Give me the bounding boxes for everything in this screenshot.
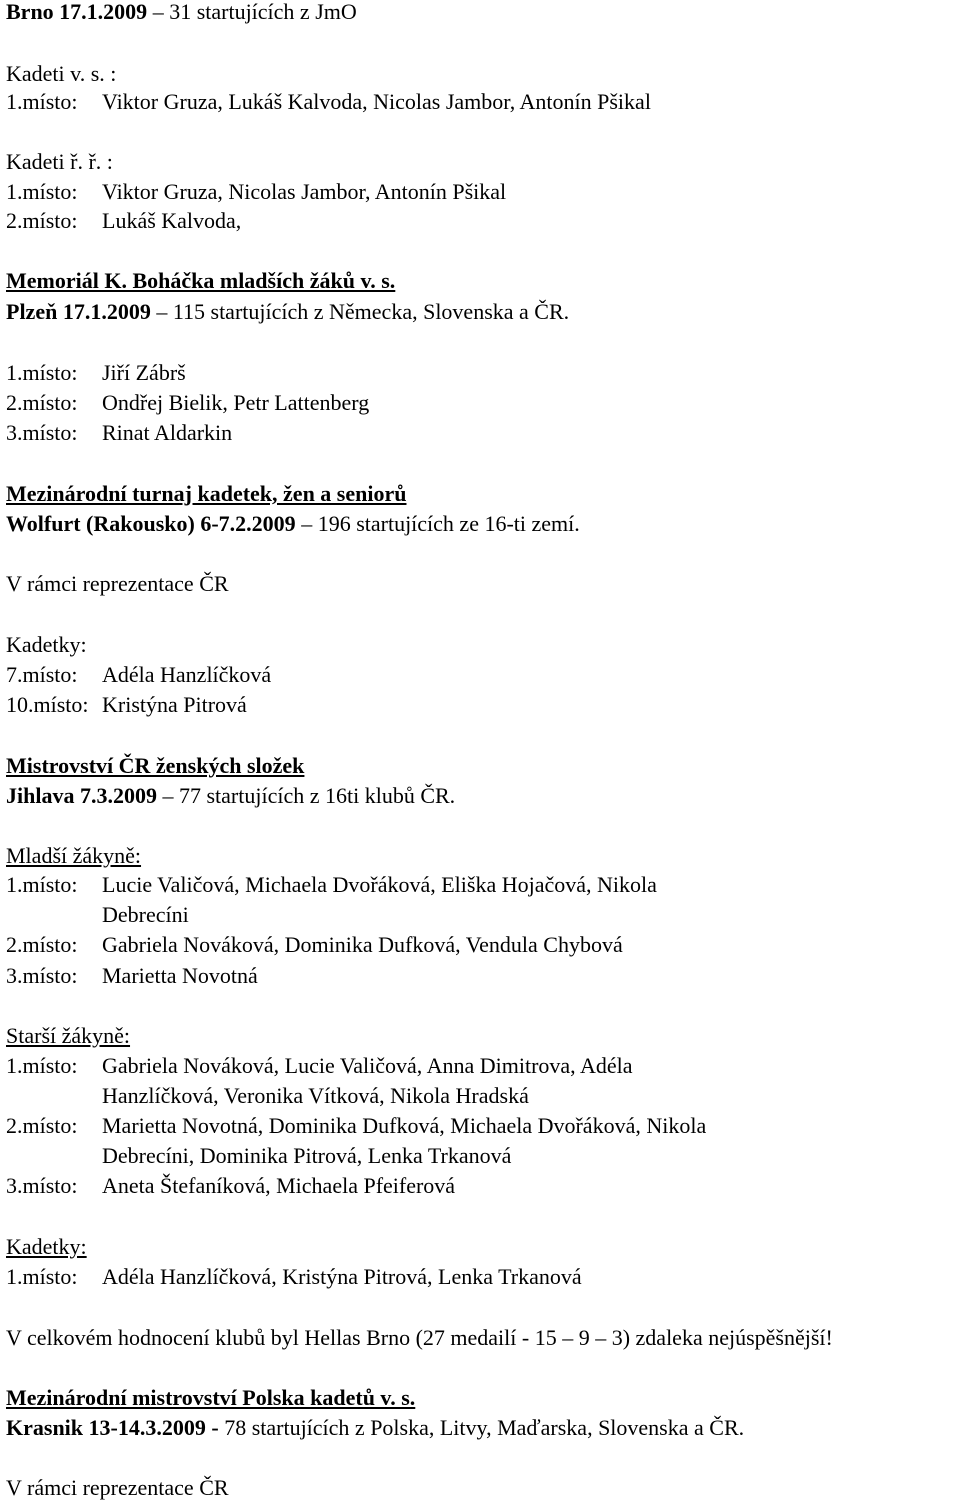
result-row bbox=[6, 1111, 706, 1141]
heading-bold: Brno 17.1.2009 bbox=[6, 0, 148, 24]
subtitle-rest: – 196 startujících ze 16-ti zemí. bbox=[295, 511, 580, 536]
place-label: 10.místo: bbox=[6, 692, 89, 717]
result-row bbox=[6, 87, 651, 117]
result-row bbox=[6, 870, 657, 900]
place-names: Marietta Novotná, Dominika Dufková, Michaela Dvořáková, Nikola bbox=[102, 1113, 707, 1138]
place-names: Gabriela Nováková, Lucie Valičová, Anna Dimitrova, Adéla bbox=[102, 1053, 633, 1078]
place-names: Lukáš Kalvoda, bbox=[102, 208, 242, 233]
result-row bbox=[6, 1051, 632, 1081]
place-names: Marietta Novotná bbox=[102, 963, 258, 988]
subtitle-rest: – 115 startujících z Německa, Slovenska a ČR. bbox=[150, 299, 570, 324]
result-row bbox=[6, 690, 247, 720]
place-names: Kristýna Pitrová bbox=[102, 692, 247, 717]
place-label: 1.místo: bbox=[6, 1053, 78, 1078]
section-note: V rámci reprezentace ČR bbox=[6, 571, 229, 596]
place-label: 3.místo: bbox=[6, 420, 78, 445]
place-names: Viktor Gruza, Lukáš Kalvoda, Nicolas Jambor, Antonín Pšikal bbox=[102, 89, 651, 114]
place-names: Gabriela Nováková, Dominika Dufková, Vendula Chybová bbox=[102, 932, 623, 957]
category-label: Kadeti v. s. : bbox=[6, 61, 117, 86]
section-title: Mezinárodní mistrovství Polska kadetů v. s. bbox=[6, 1385, 416, 1410]
result-row bbox=[6, 1262, 582, 1292]
section-title: Mezinárodní turnaj kadetek, žen a seniorů bbox=[6, 481, 407, 506]
result-row bbox=[6, 206, 241, 236]
place-label: 2.místo: bbox=[6, 932, 78, 957]
place-names-continued: Debrecíni bbox=[102, 902, 189, 927]
section-subtitle bbox=[6, 509, 580, 539]
result-row bbox=[6, 418, 232, 448]
place-names: Viktor Gruza, Nicolas Jambor, Antonín Pšikal bbox=[102, 179, 507, 204]
place-names: Ondřej Bielik, Petr Lattenberg bbox=[102, 390, 370, 415]
subtitle-rest: 78 startujících z Polska, Litvy, Maďarska, Slovenska a ČR. bbox=[218, 1415, 745, 1440]
place-names: Lucie Valičová, Michaela Dvořáková, Eliška Hojačová, Nikola bbox=[102, 872, 657, 897]
place-label: 3.místo: bbox=[6, 963, 78, 988]
section-brno-heading bbox=[6, 0, 357, 27]
result-row bbox=[6, 930, 623, 960]
place-names: Adéla Hanzlíčková, Kristýna Pitrová, Lenka Trkanová bbox=[102, 1264, 582, 1289]
subtitle-rest: – 77 startujících z 16ti klubů ČR. bbox=[156, 783, 456, 808]
place-names: Aneta Štefaníková, Michaela Pfeiferová bbox=[102, 1173, 456, 1198]
category-label: Kadetky: bbox=[6, 1234, 87, 1259]
heading-rest: – 31 startujících z JmO bbox=[147, 0, 357, 24]
result-row bbox=[6, 358, 186, 388]
place-names: Adéla Hanzlíčková bbox=[102, 662, 272, 687]
place-label: 1.místo: bbox=[6, 179, 78, 204]
section-subtitle bbox=[6, 297, 569, 327]
place-label: 2.místo: bbox=[6, 390, 78, 415]
result-row bbox=[6, 1171, 455, 1201]
subtitle-bold: Plzeň 17.1.2009 bbox=[6, 299, 151, 324]
place-label: 2.místo: bbox=[6, 208, 78, 233]
result-row bbox=[6, 961, 258, 991]
subtitle-bold: Wolfurt (Rakousko) 6-7.2.2009 bbox=[6, 511, 296, 536]
section-title: Mistrovství ČR ženských složek bbox=[6, 753, 305, 778]
place-names: Rinat Aldarkin bbox=[102, 420, 233, 445]
place-label: 1.místo: bbox=[6, 872, 78, 897]
place-names-continued: Debrecíni, Dominika Pitrová, Lenka Trkanová bbox=[102, 1143, 512, 1168]
section-subtitle bbox=[6, 1413, 744, 1443]
place-label: 2.místo: bbox=[6, 1113, 78, 1138]
section-subtitle bbox=[6, 781, 455, 811]
place-label: 1.místo: bbox=[6, 360, 78, 385]
section-note: V rámci reprezentace ČR bbox=[6, 1475, 229, 1500]
place-label: 7.místo: bbox=[6, 662, 78, 687]
category-label: Mladší žákyně: bbox=[6, 843, 142, 868]
subtitle-bold: Jihlava 7.3.2009 bbox=[6, 783, 157, 808]
category-label: Kadetky: bbox=[6, 632, 87, 657]
result-row bbox=[6, 177, 506, 207]
place-label: 1.místo: bbox=[6, 89, 78, 114]
result-row bbox=[6, 660, 271, 690]
place-names-continued: Hanzlíčková, Veronika Vítková, Nikola Hradská bbox=[102, 1083, 529, 1108]
category-label: Starší žákyně: bbox=[6, 1023, 131, 1048]
category-label: Kadeti ř. ř. : bbox=[6, 149, 113, 174]
result-row bbox=[6, 388, 369, 418]
section-title: Memoriál K. Boháčka mladších žáků v. s. bbox=[6, 268, 396, 293]
summary-text: V celkovém hodnocení klubů byl Hellas Brno (27 medailí - 15 – 9 – 3) zdaleka nejúspěšnější! bbox=[6, 1325, 833, 1350]
place-label: 3.místo: bbox=[6, 1173, 78, 1198]
place-label: 1.místo: bbox=[6, 1264, 78, 1289]
subtitle-bold: Krasnik 13-14.3.2009 - bbox=[6, 1415, 219, 1440]
place-names: Jiří Zábrš bbox=[102, 360, 186, 385]
